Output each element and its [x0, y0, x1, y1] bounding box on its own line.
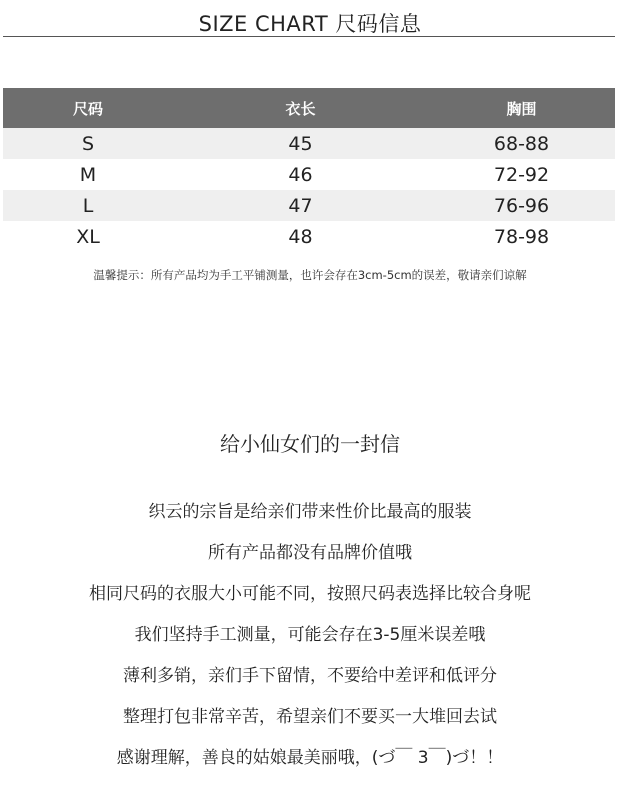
length-cell: 48 — [288, 225, 313, 248]
bust-cell: 68-88 — [493, 132, 550, 155]
bust-cell: 72-92 — [493, 163, 550, 186]
length-cell: 46 — [288, 163, 313, 186]
column-header-bust: 胸围 — [506, 99, 537, 118]
column-header-size: 尺码 — [72, 99, 103, 118]
table-row — [3, 159, 615, 190]
letter-line: 整理打包非常辛苦，希望亲们不要买一大堆回去试 — [123, 707, 497, 727]
bust-cell: 78-98 — [493, 225, 550, 248]
length-cell: 45 — [288, 132, 313, 155]
size-table-header — [3, 88, 615, 128]
letter-line: 所有产品都没有品牌价值哦 — [208, 543, 412, 563]
letter-line: 感谢理解，善良的姑娘最美丽哦，(づ￣ 3￣)づ！！ — [116, 748, 504, 768]
table-row — [3, 190, 615, 221]
size-cell: L — [82, 194, 94, 217]
letter-line: 我们坚持手工测量，可能会存在3-5厘米误差哦 — [134, 625, 486, 645]
table-row — [3, 221, 615, 252]
length-cell: 47 — [288, 194, 313, 217]
table-row — [3, 128, 615, 159]
letter-line: 织云的宗旨是给亲们带来性价比最高的服装 — [148, 502, 472, 522]
letter-line: 相同尺码的衣服大小可能不同，按照尺码表选择比较合身呢 — [89, 584, 531, 604]
size-table — [3, 88, 615, 252]
title-divider — [3, 36, 615, 37]
measurement-note: 温馨提示：所有产品均为手工平铺测量，也许会存在3cm-5cm的误差，敬请亲们谅解 — [93, 268, 527, 282]
letter-title: 给小仙女们的一封信 — [220, 432, 400, 456]
size-cell: XL — [76, 225, 100, 248]
letter-line: 薄利多销，亲们手下留情，不要给中差评和低评分 — [123, 666, 497, 686]
letter-body — [0, 499, 620, 786]
column-header-length: 衣长 — [285, 99, 316, 118]
size-cell: M — [79, 163, 97, 186]
size-cell: S — [81, 132, 95, 155]
bust-cell: 76-96 — [493, 194, 550, 217]
size-chart-title: SIZE CHART 尺码信息 — [198, 12, 422, 36]
